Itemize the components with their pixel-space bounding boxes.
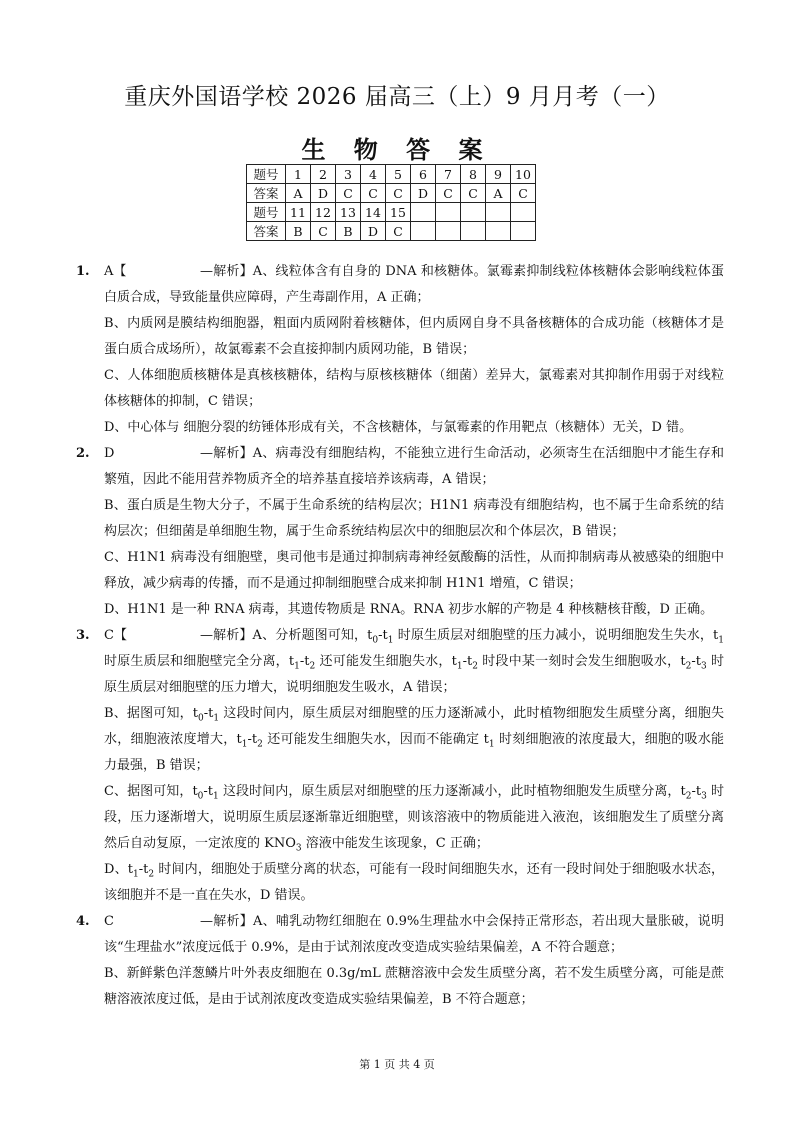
question-answer: C【 (104, 628, 127, 643)
answer-cell: C (361, 184, 386, 203)
answer-cell (436, 222, 461, 241)
answer-cell: D (411, 184, 436, 203)
row-label: 题号 (247, 165, 286, 184)
explanation-paragraph: C、人体细胞质核糖体是真核核糖体，结构与原核核糖体（细菌）差异大，氯霉素对其抑制作用弱于对线粒体核糖体的抑制，C 错误； (104, 368, 724, 409)
answer-cell: D (311, 184, 336, 203)
explanation-text: —解析】A、分析题图可知，$t_0-t_1$ 时原生质层对细胞壁的压力减小，说明细胞发生失水，$t_1$ 时原生质层和细胞壁完全分离，$t_1-t_2$ 还可能发生细胞失水，$t_1-t_2$ 时段中某一刻时会发生细胞吸水，$t_2-t_3$ 时原生质层对细胞壁的压力增大，说明细胞发生吸水，A 错误； (104, 628, 725, 695)
answer-cell: 1 (286, 165, 311, 184)
answer-cell: 8 (461, 165, 486, 184)
answer-cell: 2 (311, 165, 336, 184)
question-number: 1. (76, 264, 90, 279)
answer-cell: 4 (361, 165, 386, 184)
question-explanation (76, 441, 724, 623)
question-explanation (76, 259, 724, 441)
explanation-text: —解析】A、病毒没有细胞结构，不能独立进行生命活动，必须寄生在活细胞中才能生存和繁殖，因此不能用营养物质齐全的培养基直接培养该病毒，A 错误； (104, 446, 724, 487)
answer-cell (511, 222, 536, 241)
row-label: 答案 (247, 184, 286, 203)
answer-cell (411, 222, 436, 241)
row-label: 答案 (247, 222, 286, 241)
explanation-lead (104, 441, 724, 493)
answer-cell: C (386, 184, 411, 203)
question-number: 4. (76, 914, 90, 929)
question-answer: D (104, 446, 115, 461)
answer-cell: A (486, 184, 511, 203)
row-label: 题号 (247, 203, 286, 222)
answer-cell (436, 203, 461, 222)
answer-cell: 12 (311, 203, 336, 222)
explanation-paragraph: B、新鲜紫色洋葱鳞片叶外表皮细胞在 0.3g/mL 蔗糖溶液中会发生质壁分离，若不发生质壁分离，可能是蔗糖溶液浓度过低，是由于试剂浓度改变造成实验结果偏差，B 不符合题意； (104, 966, 724, 1007)
answer-cell (461, 203, 486, 222)
question-explanation (76, 623, 724, 909)
answer-cell: 7 (436, 165, 461, 184)
answer-cell: 5 (386, 165, 411, 184)
question-number: 2. (76, 446, 90, 461)
answer-cell: 3 (336, 165, 361, 184)
answer-cell: C (461, 184, 486, 203)
answer-cell: 15 (386, 203, 411, 222)
explanation-paragraph: B、蛋白质是生物大分子，不属于生命系统的结构层次；H1N1 病毒没有细胞结构，也不属于生命系统的结构层次；但细菌是单细胞生物，属于生命系统结构层次中的细胞层次和个体层次，B 错误； (104, 498, 724, 539)
explanation-text: —解析】A、哺乳动物红细胞在 0.9%生理盐水中会保持正常形态，若出现大量胀破，说明该“生理盐水”浓度远低于 0.9%，是由于试剂浓度改变造成实验结果偏差，A 不符合题意； (104, 914, 724, 955)
answer-cell: B (286, 222, 311, 241)
explanation-lead (104, 623, 724, 701)
question-number: 3. (76, 628, 90, 643)
answer-cell: C (311, 222, 336, 241)
answer-cell: B (336, 222, 361, 241)
answer-table-row (247, 165, 536, 184)
answer-cell: C (436, 184, 461, 203)
answer-cell: A (286, 184, 311, 203)
answer-table (246, 164, 536, 241)
answer-table-row (247, 222, 536, 241)
answer-cell (486, 222, 511, 241)
answer-table-row (247, 203, 536, 222)
answer-cell: C (386, 222, 411, 241)
explanation-paragraph: D、$t_1-t_2$ 时间内，细胞处于质壁分离的状态，可能有一段时间细胞失水，还有一段时间处于细胞吸水状态，该细胞并不是一直在失水，D 错误。 (104, 862, 724, 903)
answer-cell: D (361, 222, 386, 241)
answer-cell: C (336, 184, 361, 203)
answer-cell: 10 (511, 165, 536, 184)
explanation-lead (104, 909, 724, 961)
question-answer: A【 (104, 264, 127, 279)
page-subtitle: 生 物 答 案 (301, 135, 493, 164)
answer-cell (461, 222, 486, 241)
explanation-paragraph: C、H1N1 病毒没有细胞壁，奥司他韦是通过抑制病毒神经氨酸酶的活性，从而抑制病毒从被感染的细胞中释放，减少病毒的传播，而不是通过抑制细胞壁合成来抑制 H1N1 增殖，C 错误； (104, 550, 724, 591)
question-answer: C (104, 914, 114, 929)
answer-cell: 6 (411, 165, 436, 184)
question-explanation (76, 909, 724, 1013)
answer-cell: 9 (486, 165, 511, 184)
explanation-paragraph: C、据图可知，$t_0-t_1$ 这段时间内，原生质层对细胞壁的压力逐渐减小，此时植物细胞发生质壁分离，$t_2-t_3$ 时段，压力逐渐增大，说明原生质层逐渐靠近细胞壁，则该溶液中的物质能进入液泡，该细胞发生了质壁分离然后自动复原，一定浓度的 $KNO_3$ 溶液中能发生该现象，C 正确； (104, 784, 725, 854)
explanation-paragraph: B、据图可知，$t_0-t_1$ 这段时间内，原生质层对细胞壁的压力逐渐减小，此时植物细胞发生质壁分离，细胞失水，细胞液浓度增大，$t_1-t_2$ 还可能发生细胞失水，因而不能确定 $t_1$ 时刻细胞液的浓度最大，细胞的吸水能力最强，B 错误； (104, 706, 725, 773)
answer-table-row (247, 184, 536, 203)
explanation-paragraph: D、H1N1 是一种 RNA 病毒，其遗传物质是 RNA。RNA 初步水解的产物是 4 种核糖核苷酸，D 正确。 (104, 602, 714, 617)
page-footer: 第 1 页 共 4 页 (359, 1058, 435, 1071)
answer-cell: 11 (286, 203, 311, 222)
explanations (76, 259, 724, 1013)
answer-cell: C (511, 184, 536, 203)
answer-cell: 14 (361, 203, 386, 222)
answer-cell: 13 (336, 203, 361, 222)
exam-title: 重庆外国语学校 2026 届高三（上）9 月月考（一） (124, 84, 670, 110)
answer-cell (411, 203, 436, 222)
answer-cell (511, 203, 536, 222)
explanation-text: —解析】A、线粒体含有自身的 DNA 和核糖体。氯霉素抑制线粒体核糖体会影响线粒体蛋白质合成，导致能量供应障碍，产生毒副作用，A 正确； (104, 264, 724, 305)
explanation-lead (104, 259, 724, 311)
explanation-paragraph: D、中心体与 细胞分裂的纺锤体形成有关，不含核糖体，与氯霉素的作用靶点（核糖体）无关，D 错。 (104, 420, 693, 435)
explanation-paragraph: B、内质网是膜结构细胞器，粗面内质网附着核糖体，但内质网自身不具备核糖体的合成功能（核糖体才是蛋白质合成场所），故氯霉素不会直接抑制内质网功能，B 错误； (104, 316, 724, 357)
answer-cell (486, 203, 511, 222)
